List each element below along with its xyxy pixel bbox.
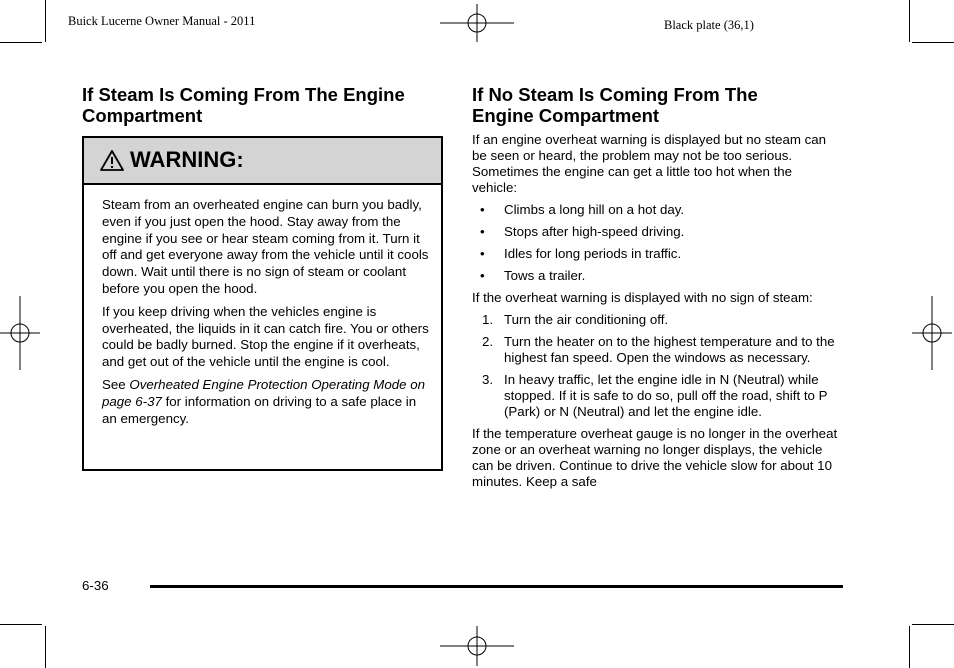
step-item: 3. In heavy traffic, let the engine idle in N (Neutral) while stopped. If it is safe to do so, pull off the road, shift to P (Park) or N (Neutral) and let the engine idle. [482,372,828,419]
step-number: 2. [482,334,494,349]
bullet-icon: • [480,246,485,261]
registration-mark-bottom [440,626,514,666]
crop-mark [45,626,46,668]
warning-body [102,197,432,433]
condition-list [472,202,838,284]
right-section-heading: If No Steam Is Coming From The Engine Compartment [472,84,758,126]
list-item: • Stops after high-speed driving. [480,224,685,239]
page-number: 6-36 [82,578,109,593]
crop-mark [912,42,954,43]
header-plate-info: Black plate (36,1) [664,18,754,32]
crop-mark [45,0,46,42]
steps-list [472,312,838,420]
crop-mark [912,624,954,625]
registration-mark-left [0,296,40,370]
crop-mark [909,626,910,668]
registration-mark-top [440,4,514,42]
step-number: 3. [482,372,494,387]
header-manual-title: Buick Lucerne Owner Manual - 2011 [68,14,256,28]
list-item: • Climbs a long hill on a hot day. [480,202,685,217]
step-number: 1. [482,312,494,327]
cross-reference-link[interactable]: Overheated Engine Protection Operating Mode on page 6-37 [102,376,426,409]
footer-rule [150,585,843,588]
warning-header [84,138,441,185]
crop-mark [0,42,42,43]
see-suffix: for information on driving to a safe place in an emergency. [102,393,417,426]
warning-box [82,136,443,471]
bullet-icon: • [480,202,485,217]
warning-paragraph: Steam from an overheated engine can burn you badly, even if you just open the hood. Stay away from the engine if you see or hear steam coming from it. Turn it off and get everyone away from the vehicle until it cools down. Wait until there is no sign of steam or coolant before you open the hood. [102,197,429,296]
crop-mark [909,0,910,42]
step-item: 1. Turn the air conditioning off. [482,312,669,327]
list-item: • Tows a trailer. [480,268,586,283]
warning-see-reference [102,377,432,427]
see-prefix: See [102,376,130,392]
left-section-heading: If Steam Is Coming From The Engine Compartment [82,84,405,126]
warning-title: WARNING: [130,147,244,172]
closing-paragraph: If the temperature overheat gauge is no longer in the overheat zone or an overheat warning no longer displays, the vehicle can be driven. Continue to drive the vehicle slow for about 10 minutes. Keep a safe [472,426,838,489]
bullet-icon: • [480,224,485,239]
intro-paragraph: If an engine overheat warning is displayed but no steam can be seen or heard, the problem may not be too serious. Sometimes the engine can get a little too hot when the vehicle: [472,132,827,195]
step-item: 2. Turn the heater on to the highest temperature and to the highest fan speed. Open the windows as necessary. [482,334,835,365]
steps-intro: If the overheat warning is displayed with no sign of steam: [472,290,813,305]
right-column-body [472,132,838,496]
warning-paragraph: If you keep driving when the vehicles engine is overheated, the liquids in it can catch fire. You or others could be badly burned. Stop the engine if it overheats, and get out of the vehicle until the engine is cool. [102,303,429,370]
registration-mark-right [912,296,952,370]
crop-mark [0,624,42,625]
bullet-icon: • [480,268,485,283]
warning-triangle-icon [100,150,124,171]
list-item: • Idles for long periods in traffic. [480,246,682,261]
